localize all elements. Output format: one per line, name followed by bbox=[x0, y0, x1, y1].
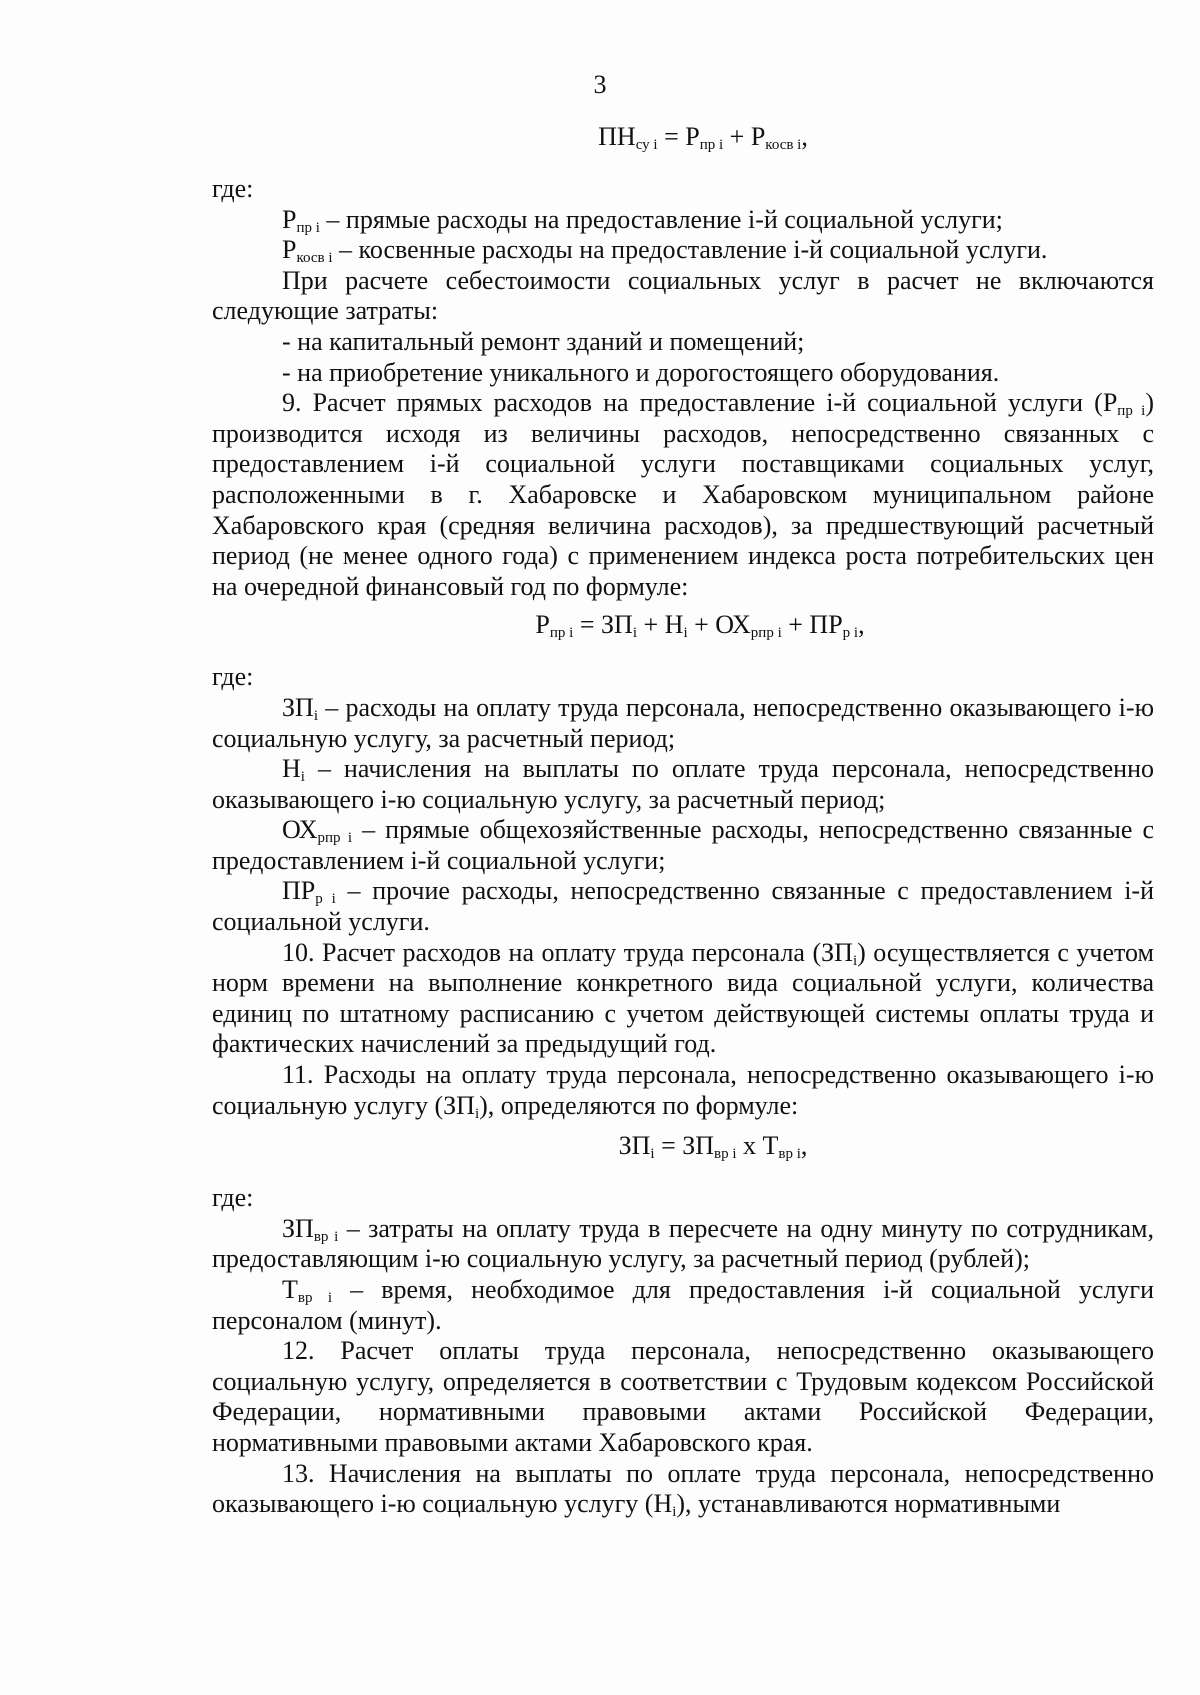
definition-accruals: $Н_i$ – начисления на выплаты по оплате труда персонала, непосредственно оказывающего i-ю социальную услугу, за расчетный период; bbox=[212, 754, 1154, 814]
definition-overhead: $ОХ_{рпр i}$ – прямые общехозяйственные расходы, непосредственно связанные с предоставлением i-й социальной услуги; bbox=[212, 815, 1154, 875]
where-label: где: bbox=[212, 662, 254, 692]
definition-labor-costs: $ЗП_i$ – расходы на оплату труда персонала, непосредственно оказывающего i-ю социальную услугу, за расчетный период; bbox=[212, 692, 1154, 753]
document-body bbox=[212, 122, 1154, 1520]
where-label: где: bbox=[212, 1183, 254, 1213]
formula-direct-costs: $Р_{пр i} = ЗП_i + Н_i + ОХ_{рпр i} + ПР_{р i}$, bbox=[535, 610, 865, 642]
paragraph-excluded-costs: При расчете себестоимости социальных услуг в расчет не включаются следующие затраты: bbox=[212, 265, 1154, 326]
paragraph-9: 9. Расчет прямых расходов на предоставление i-й социальной услуги $(Р_{пр i})$ производится исходя из величины расходов, непосредственно связанных с предоставлением i-й социальной услуги поставщиками социальных услуг, расположенными в г. Хабаровске и Хабаровском муниципальном районе Хабаровского края (средняя величина расходов), за предшествующий расчетный период (не менее одного года) с применением индекса роста потребительских цен на очередной финансовый год по формуле: bbox=[212, 388, 1154, 601]
list-item-equipment: - на приобретение уникального и дорогостоящего оборудования. bbox=[282, 357, 1000, 387]
paragraph-12: 12. Расчет оплаты труда персонала, непосредственно оказывающего социальную услугу, определяется в соответствии с Трудовым кодексом Российской Федерации, нормативными правовыми актами Российской Федерации, нормативными правовыми актами Хабаровского края. bbox=[212, 1336, 1154, 1457]
paragraph-10: 10. Расчет расходов на оплату труда персонала $(ЗП_i)$ осуществляется с учетом норм времени на выполнение конкретного вида социальной услуги, количества единиц по штатному расписанию с учетом действующей системы оплаты труда и фактических начислений за предыдущий год. bbox=[212, 937, 1154, 1059]
paragraph-13: 13. Начисления на выплаты по оплате труда персонала, непосредственно оказывающего i-ю социальную услугу $(Н_i)$, устанавливаются нормативными bbox=[212, 1458, 1154, 1521]
definition-indirect-costs: $Р_{косв i}$ – косвенные расходы на предоставление i-й социальной услуги. bbox=[282, 235, 1048, 267]
definition-time: $Т_{вр i}$ – время, необходимое для предоставления i-й социальной услуги персоналом (минут). bbox=[212, 1275, 1155, 1335]
formula-labor-costs: $ЗП_i = ЗП_{вр i}$ х $Т_{вр i}$, bbox=[618, 1131, 808, 1163]
formula-service-cost: $ПН_{су i} = Р_{пр i} + Р_{косв i}$, bbox=[598, 122, 808, 153]
list-item-capital-repair: - на капитальный ремонт зданий и помещений; bbox=[282, 326, 805, 356]
definition-labor-per-minute: $ЗП_{вр i}$ – затраты на оплату труда в пересчете на одну минуту по сотрудникам, предоставляющим i-ю социальную услугу, за расчетный период (рублей); bbox=[212, 1213, 1155, 1274]
page-number: 3 bbox=[593, 70, 607, 99]
definition-direct-costs: $Р_{пр i}$ – прямые расходы на предоставление i-й социальной услуги; bbox=[282, 204, 1003, 236]
definition-other-costs: $ПР_{р i}$ – прочие расходы, непосредственно связанные с предоставлением i-й социальной услуги. bbox=[212, 876, 1154, 937]
where-label: где: bbox=[212, 174, 254, 203]
paragraph-11: 11. Расходы на оплату труда персонала, непосредственно оказывающего i-ю социальную услугу $(ЗП_i)$, определяются по формуле: bbox=[212, 1060, 1154, 1122]
